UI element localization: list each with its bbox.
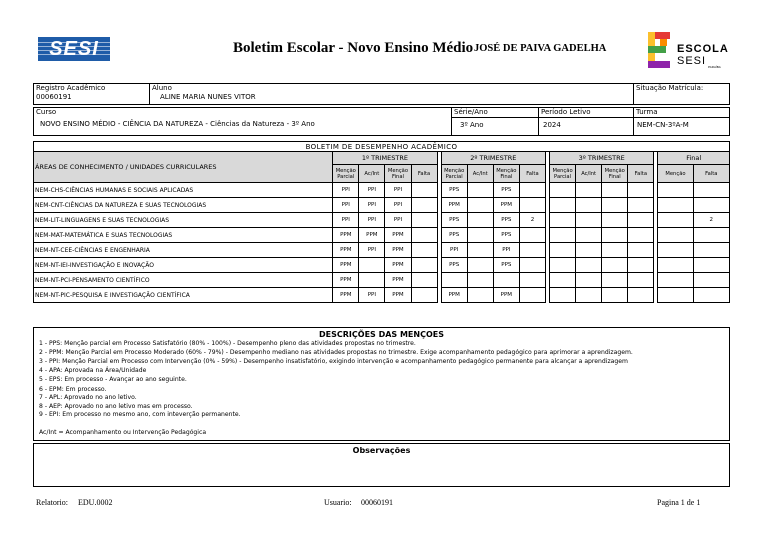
grade-cell — [411, 213, 437, 228]
grade-cell — [411, 243, 437, 258]
serie-label: Série/Ano — [454, 108, 488, 116]
grade-cell — [411, 258, 437, 273]
registro-label: Registro Acadêmico — [36, 84, 106, 92]
area-cell: NEM-LIT-LINGUAGENS E SUAS TECNOLOGIAS — [34, 213, 333, 228]
grade-cell: PPI — [441, 243, 467, 258]
grade-cell — [519, 228, 545, 243]
description-line: 5 - EPS: Em processo - Avançar ao ano seguinte. — [39, 376, 187, 383]
info-row-1 — [33, 83, 730, 105]
grade-cell — [467, 258, 493, 273]
grade-cell — [602, 288, 628, 303]
area-cell: NEM-NT-PCI-PENSAMENTO CIENTÍFICO — [34, 273, 333, 288]
col-mencao-parcial: Menção Parcial — [550, 165, 576, 183]
grade-cell — [576, 198, 602, 213]
col-ac-int: Ac/Int — [359, 165, 385, 183]
grade-cell — [628, 288, 654, 303]
grade-cell: PPM — [441, 198, 467, 213]
grade-cell — [467, 213, 493, 228]
grade-cell — [602, 198, 628, 213]
grade-cell — [576, 213, 602, 228]
grade-cell — [411, 273, 437, 288]
table-row — [34, 243, 730, 258]
grade-cell: PPM — [385, 288, 411, 303]
grade-cell — [628, 198, 654, 213]
grade-cell — [602, 183, 628, 198]
school-name: JOSÉ DE PAIVA GADELHA — [474, 43, 607, 54]
grade-cell: 2 — [519, 213, 545, 228]
col-falta: Falta — [628, 165, 654, 183]
turma-label: Turma — [636, 108, 658, 116]
sesi-logo-text: SESI — [49, 38, 99, 60]
col-falta: Falta — [519, 165, 545, 183]
grade-cell — [519, 288, 545, 303]
grade-cell — [467, 228, 493, 243]
grade-cell — [602, 228, 628, 243]
aluno-label: Aluno — [152, 84, 172, 92]
grade-cell: PPS — [493, 258, 519, 273]
grade-cell: PPM — [441, 288, 467, 303]
grade-cell: PPI — [493, 243, 519, 258]
area-cell: NEM-NT-IEI-INVESTIGAÇÃO E INOVAÇÃO — [34, 258, 333, 273]
grade-cell — [359, 273, 385, 288]
grade-cell: PPM — [359, 228, 385, 243]
area-cell: NEM-NT-CEE-CIÊNCIAS E ENGENHARIA — [34, 243, 333, 258]
final-header: Final — [658, 152, 730, 165]
description-line: 8 - AEP: Aprovado no ano letivo mas em processo. — [39, 403, 193, 410]
grade-cell — [550, 183, 576, 198]
grade-cell — [628, 243, 654, 258]
final-mencao-cell — [658, 243, 693, 258]
trimestre-3-header: 3º TRIMESTRE — [550, 152, 654, 165]
description-line: 2 - PPM: Menção Parcial em Processo Moderado (60% - 79%) - Desempenho mediano nas atividades propostas no trimestre. Exige acompanhamento pedagógico para aprimorar a aprendizagem. — [39, 349, 633, 356]
grade-cell — [602, 258, 628, 273]
description-line: 9 - EPI: Em processo no mesmo ano, com inteverção permanente. — [39, 411, 241, 418]
escola-sesi-logo — [648, 30, 732, 70]
grade-cell — [576, 243, 602, 258]
curso-value: NOVO ENSINO MÉDIO - CIÊNCIA DA NATUREZA - Ciências da Natureza - 3º Ano — [40, 120, 315, 128]
grade-cell — [550, 213, 576, 228]
grade-cell: PPS — [441, 183, 467, 198]
grade-cell — [411, 198, 437, 213]
final-mencao-cell — [658, 183, 693, 198]
grade-cell — [519, 273, 545, 288]
grade-cell: PPI — [359, 183, 385, 198]
grade-cell — [519, 258, 545, 273]
grade-cell — [519, 243, 545, 258]
final-falta-cell — [693, 243, 729, 258]
description-line: 3 - PPI: Menção Parcial em Processo com Intervenção (0% - 59%) - Desempenho insatisfatório, exigindo intervenção e acompanhamento pedagógico permanente para alcançar a aprendizagem — [39, 358, 628, 365]
final-falta-cell — [693, 288, 729, 303]
final-mencao-cell — [658, 258, 693, 273]
col-mencao-final: Menção Final — [602, 165, 628, 183]
grade-cell: PPM — [333, 228, 359, 243]
grade-cell: PPM — [333, 288, 359, 303]
table-row — [34, 273, 730, 288]
grade-cell: PPS — [441, 213, 467, 228]
area-cell: NEM-MAT-MATEMÁTICA E SUAS TECNOLOGIAS — [34, 228, 333, 243]
col-mencao-parcial: Menção Parcial — [333, 165, 359, 183]
grade-cell — [576, 273, 602, 288]
registro-value: 00060191 — [36, 93, 72, 101]
grade-cell: PPI — [385, 183, 411, 198]
col-ac-int: Ac/Int — [576, 165, 602, 183]
grade-cell — [628, 258, 654, 273]
usuario-label: Usuario: — [324, 498, 352, 507]
col-mencao: Menção — [658, 165, 693, 183]
table-row — [34, 198, 730, 213]
table-row — [34, 228, 730, 243]
col-mencao-final: Menção Final — [385, 165, 411, 183]
final-falta-cell — [693, 258, 729, 273]
grade-cell — [411, 228, 437, 243]
grade-cell: PPI — [333, 183, 359, 198]
grade-cell: PPS — [493, 213, 519, 228]
grade-cell — [628, 228, 654, 243]
grade-cell: PPM — [493, 198, 519, 213]
grade-cell: PPS — [493, 183, 519, 198]
grade-cell: PPI — [359, 198, 385, 213]
grade-cell: PPS — [493, 228, 519, 243]
description-line: 6 - EPM: Em processo. — [39, 386, 107, 393]
grade-cell: PPI — [385, 213, 411, 228]
descriptions-title: DESCRIÇÕES DAS MENÇOES — [319, 330, 444, 339]
grade-cell — [576, 183, 602, 198]
table-row — [34, 183, 730, 198]
grade-cell — [576, 288, 602, 303]
page-title: Boletim Escolar - Novo Ensino Médio — [233, 40, 474, 56]
situacao-label: Situação Matrícula: — [636, 84, 704, 92]
table-row — [34, 258, 730, 273]
description-line: 7 - APL: Aprovado no ano letivo. — [39, 394, 137, 401]
grade-cell: PPM — [333, 243, 359, 258]
grade-cell — [576, 258, 602, 273]
area-header: ÁREAS DE CONHECIMENTO / UNIDADES CURRICULARES — [34, 152, 333, 183]
grade-cell — [467, 183, 493, 198]
periodo-value: 2024 — [543, 121, 561, 129]
curso-label: Curso — [36, 108, 57, 116]
grade-cell: PPM — [385, 228, 411, 243]
grade-cell: PPI — [359, 288, 385, 303]
usuario-value: 00060191 — [361, 498, 393, 507]
grade-cell — [550, 228, 576, 243]
grade-cell: PPI — [385, 198, 411, 213]
description-note: Ac/Int = Acompanhamento ou Intervenção Pedagógica — [39, 429, 207, 436]
final-falta-cell: 2 — [693, 213, 729, 228]
grade-cell — [576, 228, 602, 243]
grade-cell — [550, 258, 576, 273]
area-cell: NEM-CHS-CIÊNCIAS HUMANAS E SOCIAIS APLICADAS — [34, 183, 333, 198]
serie-value: 3º Ano — [460, 121, 484, 129]
final-mencao-cell — [658, 213, 693, 228]
final-mencao-cell — [658, 228, 693, 243]
final-mencao-cell — [658, 198, 693, 213]
grade-cell — [550, 273, 576, 288]
grades-table — [33, 141, 730, 303]
page-number: Pagina 1 de 1 — [657, 498, 701, 507]
final-mencao-cell — [658, 288, 693, 303]
aluno-value: ALINE MARIA NUNES VITOR — [160, 93, 256, 101]
grade-cell — [467, 288, 493, 303]
col-mencao-final: Menção Final — [493, 165, 519, 183]
grade-cell — [550, 243, 576, 258]
observacoes-title: Observações — [352, 446, 411, 455]
grade-cell: PPS — [441, 228, 467, 243]
turma-value: NEM-CN-3ºA-M — [637, 121, 689, 129]
area-cell: NEM-NT-PIC-PESQUISA E INVESTIGAÇÃO CIENTÍFICA — [34, 288, 333, 303]
escola-logo-word: ESCOLA — [677, 43, 729, 55]
grade-cell: PPM — [385, 258, 411, 273]
table-row — [34, 288, 730, 303]
grade-cell — [602, 273, 628, 288]
sesi-logo — [38, 37, 110, 61]
table-title: BOLETIM DE DESEMPENHO ACADÊMICO — [34, 142, 730, 152]
grade-cell: PPI — [333, 213, 359, 228]
grade-cell: PPM — [385, 243, 411, 258]
trimestre-1-header: 1º TRIMESTRE — [333, 152, 437, 165]
description-line: 1 - PPS: Menção parcial em Processo Satisfatório (80% - 100%) - Desempenho pleno das atividades propostas no trimestre. — [39, 340, 416, 347]
final-falta-cell — [693, 273, 729, 288]
grade-cell: PPI — [359, 243, 385, 258]
grade-cell: PPM — [333, 258, 359, 273]
grade-cell: PPI — [333, 198, 359, 213]
grade-cell — [411, 183, 437, 198]
relatorio-label: Relatorio: — [36, 498, 68, 507]
trimestre-2-header: 2º TRIMESTRE — [441, 152, 545, 165]
grade-cell: PPI — [359, 213, 385, 228]
grade-cell — [628, 183, 654, 198]
description-line: 4 - APA: Aprovada na Área/Unidade — [39, 367, 147, 374]
col-falta: Falta — [693, 165, 729, 183]
relatorio-value: EDU.0002 — [78, 498, 113, 507]
grade-cell — [519, 183, 545, 198]
grade-cell: PPM — [493, 288, 519, 303]
grade-cell: PPM — [333, 273, 359, 288]
grade-cell: PPM — [385, 273, 411, 288]
escola-logo-state-word: PARAÍBA — [708, 65, 721, 69]
grade-cell — [493, 273, 519, 288]
grade-cell — [550, 288, 576, 303]
final-falta-cell — [693, 228, 729, 243]
grade-cell — [467, 243, 493, 258]
grade-cell — [602, 243, 628, 258]
col-mencao-parcial: Menção Parcial — [441, 165, 467, 183]
grade-cell — [550, 198, 576, 213]
grade-cell — [467, 273, 493, 288]
grade-cell — [467, 198, 493, 213]
grade-cell: PPS — [441, 258, 467, 273]
final-falta-cell — [693, 183, 729, 198]
area-cell: NEM-CNT-CIÊNCIAS DA NATUREZA E SUAS TECNOLOGIAS — [34, 198, 333, 213]
final-falta-cell — [693, 198, 729, 213]
table-row — [34, 213, 730, 228]
grade-cell — [411, 288, 437, 303]
escola-logo-mark-icon — [648, 32, 670, 68]
col-ac-int: Ac/Int — [467, 165, 493, 183]
escola-logo-sesi-word: SESI — [677, 55, 707, 67]
final-mencao-cell — [658, 273, 693, 288]
grade-cell — [628, 213, 654, 228]
grade-cell — [602, 213, 628, 228]
grade-cell — [441, 273, 467, 288]
col-falta: Falta — [411, 165, 437, 183]
periodo-label: Período Letivo — [541, 108, 591, 116]
grade-cell — [359, 258, 385, 273]
grade-cell — [519, 198, 545, 213]
grade-cell — [628, 273, 654, 288]
